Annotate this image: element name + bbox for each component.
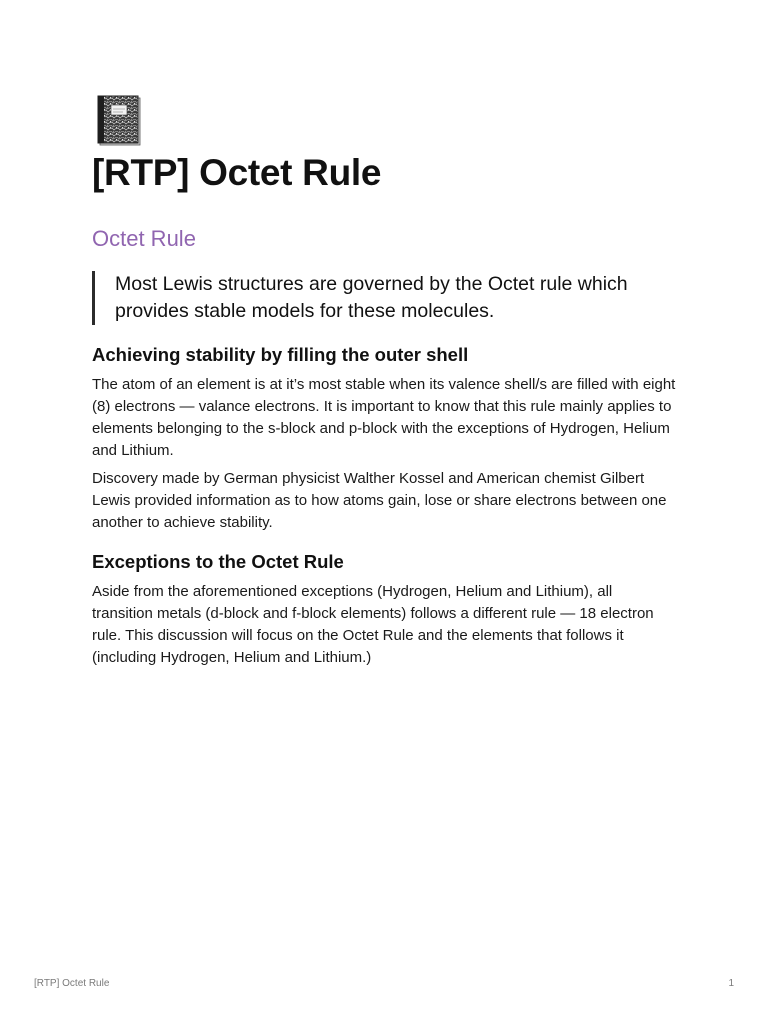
section-heading: Octet Rule	[92, 226, 196, 251]
subheading-exceptions: Exceptions to the Octet Rule	[92, 551, 344, 572]
quote-block: Most Lewis structures are governed by the Octet rule which provides stable models for these molecules.	[92, 271, 705, 325]
page-number: 1	[728, 978, 734, 989]
footer-title: [RTP] Octet Rule	[34, 978, 110, 989]
subheading-stability: Achieving stability by filling the outer shell	[92, 344, 469, 365]
notebook-icon	[97, 95, 142, 147]
paragraph-stability-1: The atom of an element is at it’s most stable when its valence shell/s are filled with eight (8) electrons — valance electrons. It is important to know that this rule mainly applies to elements belonging to the s-block and p-block with the exceptions of Hydrogen, Helium and Lithium.	[92, 376, 676, 459]
paragraph-exceptions: Aside from the aforementioned exceptions (Hydrogen, Helium and Lithium), all transition metals (d-block and f-block elements) follows a different rule — 18 electron rule. This discussion will focus on the Octet Rule and the elements that follows it (including Hydrogen, Helium and Lithium.)	[92, 583, 654, 666]
paragraph-stability-2: Discovery made by German physicist Walther Kossel and American chemist Gilbert Lewis provided information as to how atoms gain, lose or share electrons between one another to achieve stability.	[92, 470, 667, 531]
page-title: [RTP] Octet Rule	[92, 152, 382, 193]
